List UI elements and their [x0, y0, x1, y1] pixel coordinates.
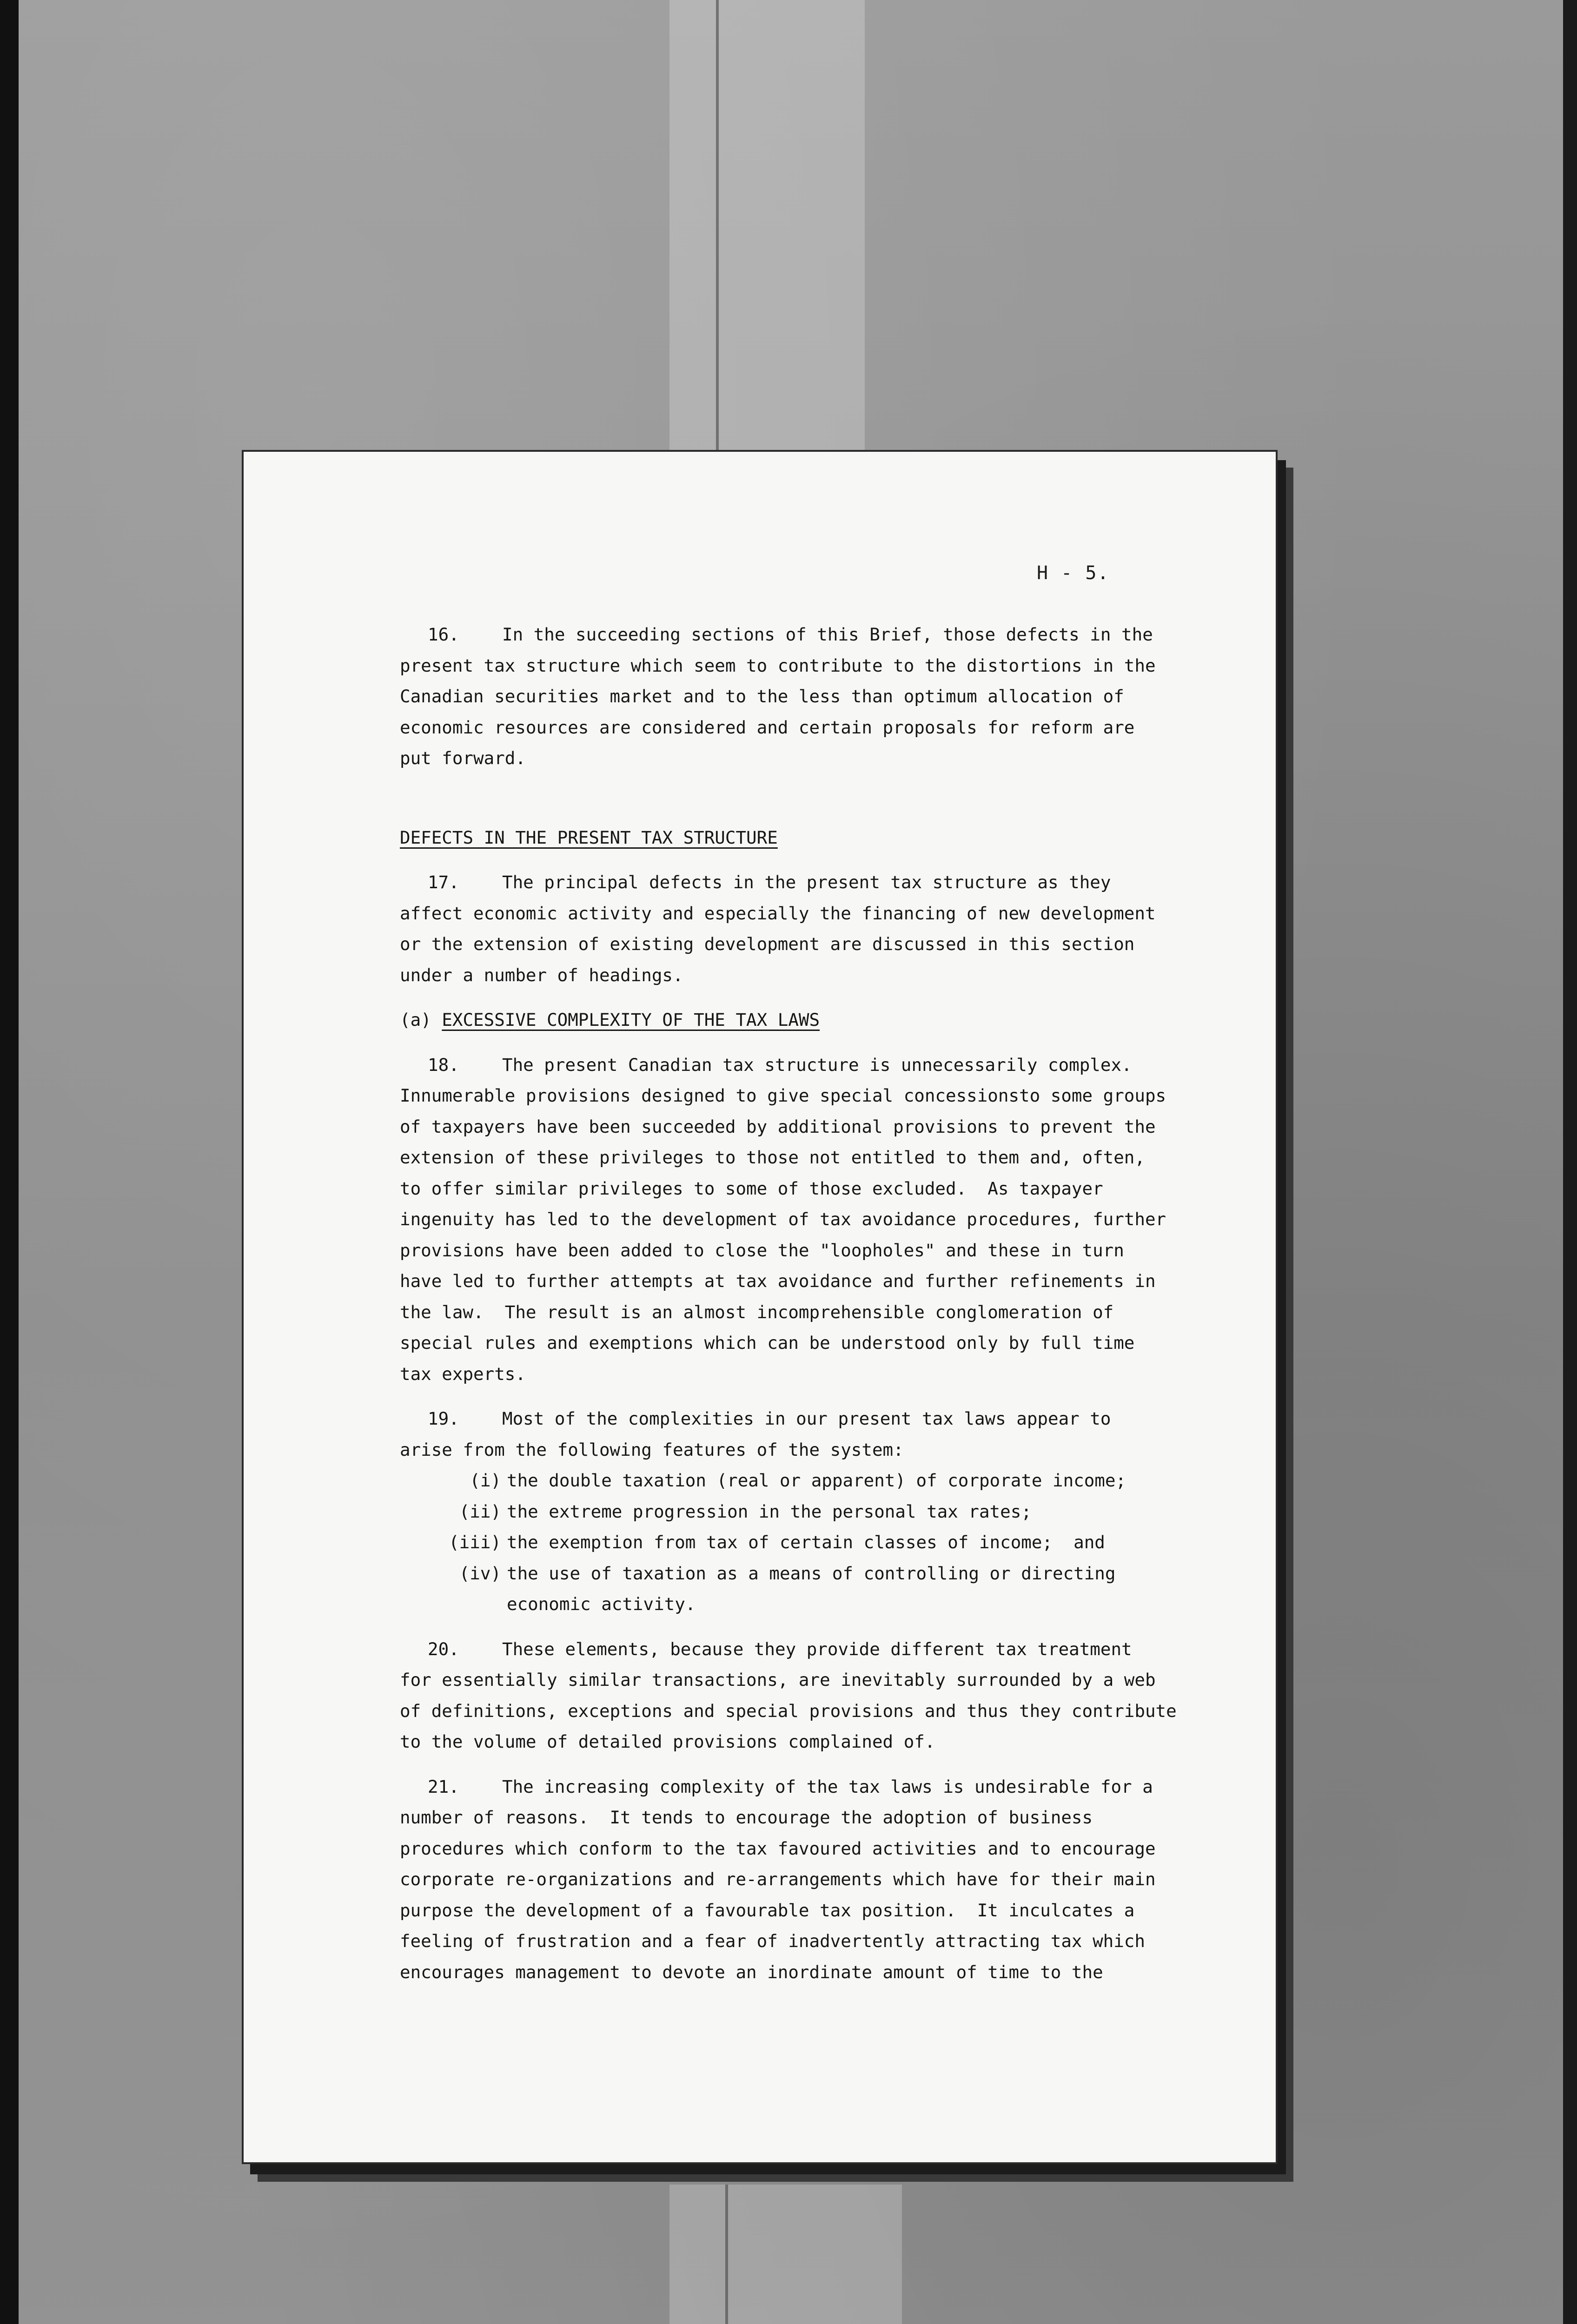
- text-line: The present Canadian tax structure is unnecessarily complex.: [502, 1054, 1132, 1075]
- subheading-a: [400, 1004, 1162, 1036]
- subheading-text: EXCESSIVE COMPLEXITY OF THE TAX LAWS: [442, 1010, 820, 1030]
- text-line: the law. The result is an almost incomprehensible conglomeration of: [400, 1301, 1114, 1322]
- text-line: procedures which conform to the tax favoured activities and to encourage: [400, 1838, 1156, 1859]
- paragraph-17: [400, 867, 1162, 990]
- list-marker: (iii): [449, 1532, 501, 1552]
- text-line: tax experts.: [400, 1363, 526, 1384]
- page-number: H - 5.: [1037, 562, 1110, 584]
- list-text-continued: economic activity.: [507, 1594, 696, 1614]
- tape-strip-bottom: [669, 2185, 902, 2324]
- text-line: of taxpayers have been succeeded by additional provisions to prevent the: [400, 1116, 1156, 1137]
- text-line: Most of the complexities in our present tax laws appear to: [502, 1408, 1111, 1429]
- text-line: Innumerable provisions designed to give special concessionsto some groups: [400, 1085, 1166, 1106]
- paragraph-line: [400, 1050, 1162, 1081]
- text-line: economic resources are considered and certain proposals for reform are: [400, 717, 1135, 738]
- paragraph-20: [400, 1634, 1177, 1757]
- paragraph-line: [400, 1634, 1162, 1665]
- text-line: purpose the development of a favourable tax position. It inculcates a: [400, 1900, 1135, 1921]
- tape-strip-top: [669, 0, 865, 450]
- text-line: put forward.: [400, 748, 526, 768]
- text-line: of definitions, exceptions and special provisions and thus they contribute: [400, 1700, 1177, 1721]
- text-line: In the succeeding sections of this Brief, those defects in the: [502, 624, 1153, 645]
- paragraph-number: 16.: [428, 624, 459, 645]
- text-line: number of reasons. It tends to encourage the adoption of business: [400, 1807, 1093, 1828]
- paragraph-number: 17.: [428, 872, 459, 892]
- list-text: the double taxation (real or apparent) of corporate income;: [507, 1470, 1126, 1491]
- text-line: encourages management to devote an inordinate amount of time to the: [400, 1961, 1103, 1982]
- list-item: [400, 1465, 1162, 1496]
- paragraph-19: [400, 1403, 1162, 1620]
- text-line: under a number of headings.: [400, 964, 683, 985]
- text-line: The increasing complexity of the tax laws is undesirable for a: [502, 1776, 1153, 1797]
- crease-line: [716, 0, 719, 450]
- paragraph-line: [400, 1403, 1162, 1434]
- list-item: [400, 1558, 1162, 1589]
- crease-line-bottom: [725, 2185, 728, 2324]
- list-text: the extreme progression in the personal tax rates;: [507, 1501, 1032, 1522]
- text-line: feeling of frustration and a fear of inadvertently attracting tax which: [400, 1931, 1145, 1951]
- text-line: special rules and exemptions which can be understood only by full time: [400, 1333, 1135, 1353]
- list-item: [400, 1527, 1162, 1558]
- text-line: corporate re-organizations and re-arrangements which have for their main: [400, 1869, 1156, 1889]
- text-line: affect economic activity and especially the financing of new development: [400, 903, 1156, 924]
- paragraph-18: [400, 1050, 1166, 1390]
- paragraph-line: [400, 619, 1162, 650]
- subheading-mark: (a): [400, 1010, 431, 1030]
- scan-edge-right: [1563, 0, 1577, 2324]
- text-line: have led to further attempts at tax avoidance and further refinements in: [400, 1271, 1156, 1291]
- paragraph-number: 21.: [428, 1776, 459, 1797]
- paragraph-number: 18.: [428, 1054, 459, 1075]
- paragraph-21: [400, 1771, 1162, 1988]
- paragraph-number: 20.: [428, 1638, 459, 1659]
- text-line: These elements, because they provide different tax treatment: [502, 1638, 1132, 1659]
- text-line: extension of these privileges to those not entitled to them and, often,: [400, 1147, 1145, 1168]
- list-text: the use of taxation as a means of controlling or directing: [507, 1563, 1116, 1584]
- text-line: ingenuity has led to the development of tax avoidance procedures, further: [400, 1209, 1166, 1229]
- text-line: The principal defects in the present tax structure as they: [502, 872, 1111, 892]
- text-line: to offer similar privileges to some of those excluded. As taxpayer: [400, 1178, 1103, 1199]
- paragraph-16: [400, 619, 1162, 774]
- list-marker: (i): [470, 1470, 501, 1491]
- paragraph-line: [400, 1771, 1162, 1802]
- section-heading-defects: DEFECTS IN THE PRESENT TAX STRUCTURE: [400, 827, 778, 848]
- text-line: for essentially similar transactions, are inevitably surrounded by a web: [400, 1670, 1156, 1690]
- paragraph-number: 19.: [428, 1408, 459, 1429]
- scan-edge-left: [0, 0, 19, 2324]
- document-body: [400, 619, 1177, 1987]
- text-line: provisions have been added to close the "loopholes" and these in turn: [400, 1240, 1124, 1261]
- list-item: [400, 1496, 1162, 1527]
- text-line: to the volume of detailed provisions complained of.: [400, 1731, 935, 1752]
- list-marker: (ii): [459, 1501, 501, 1522]
- text-line: or the extension of existing development are discussed in this section: [400, 934, 1135, 954]
- text-line: present tax structure which seem to contribute to the distortions in the: [400, 655, 1156, 676]
- list-text: the exemption from tax of certain classes of income; and: [507, 1532, 1105, 1552]
- list-marker: (iv): [459, 1563, 501, 1584]
- text-line: arise from the following features of the system:: [400, 1439, 904, 1460]
- paragraph-line: [400, 867, 1162, 898]
- text-line: Canadian securities market and to the less than optimum allocation of: [400, 686, 1124, 706]
